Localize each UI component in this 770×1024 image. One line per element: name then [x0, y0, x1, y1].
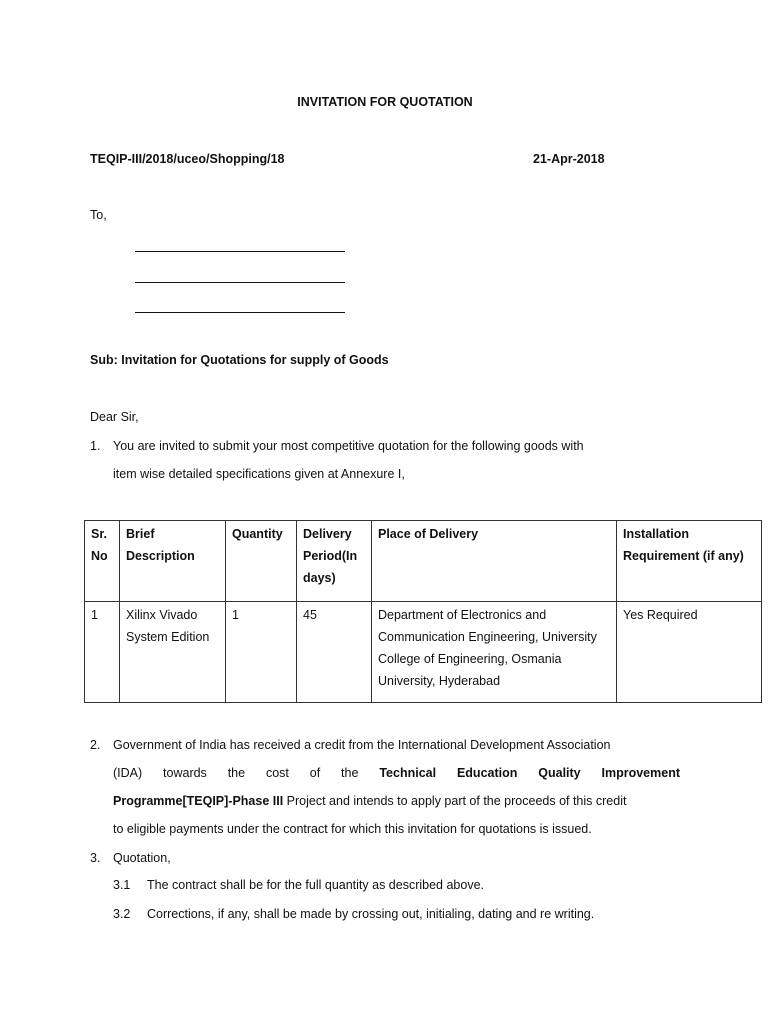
address-line-2 [135, 281, 345, 283]
paragraph-1-line-2: item wise detailed specifications given at Annexure I, [113, 467, 405, 481]
cell-quantity: 1 [226, 602, 297, 703]
cell-installation: Yes Required [617, 602, 762, 703]
paragraph-2-number: 2. [90, 738, 101, 752]
paragraph-2 [90, 731, 680, 843]
header-quantity: Quantity [226, 521, 297, 602]
list-item [113, 907, 594, 921]
paragraph-3-number: 3. [90, 851, 101, 865]
cell-description: Xilinx Vivado System Edition [120, 602, 226, 703]
address-line-1 [135, 250, 345, 252]
address-line-3 [135, 311, 345, 313]
cell-sr-no: 1 [85, 602, 120, 703]
addressee-label: To, [90, 208, 107, 222]
goods-table [84, 520, 762, 703]
paragraph-2-line-1: 2. Government of India has received a credit from the International Development Association [90, 731, 680, 759]
paragraph-1 [90, 432, 680, 488]
table-header-row [85, 521, 762, 602]
header-installation: Installation Requirement (if any) [617, 521, 762, 602]
cell-place-of-delivery: Department of Electronics and Communication Engineering, University College of Engineering, Osmania University, Hyderabad [372, 602, 617, 703]
cell-delivery-period: 45 [297, 602, 372, 703]
table-row [85, 602, 762, 703]
header-description: Brief Description [120, 521, 226, 602]
document-title: INVITATION FOR QUOTATION [297, 95, 473, 109]
paragraph-3-label: Quotation, [113, 851, 171, 865]
header-place-of-delivery: Place of Delivery [372, 521, 617, 602]
item-text: The contract shall be for the full quantity as described above. [147, 878, 484, 892]
header-sr-no: Sr. No [85, 521, 120, 602]
paragraph-2-line-3: Programme[TEQIP]-Phase III Project and intends to apply part of the proceeds of this credit [113, 794, 627, 808]
reference-number: TEQIP-III/2018/uceo/Shopping/18 [90, 152, 285, 166]
salutation: Dear Sir, [90, 410, 139, 424]
item-text: Corrections, if any, shall be made by crossing out, initialing, dating and re writing. [147, 907, 595, 921]
list-item [113, 878, 484, 892]
paragraph-2-line-2: (IDA) towards the cost of the Technical Education Quality Improvement [113, 766, 680, 780]
paragraph-1-number: 1. [90, 439, 101, 453]
item-number: 3.2 [113, 907, 131, 921]
document-date: 21-Apr-2018 [533, 152, 605, 166]
paragraph-3 [90, 844, 680, 872]
header-delivery-period: Delivery Period(In days) [297, 521, 372, 602]
item-number: 3.1 [113, 878, 131, 892]
subject-line: Sub: Invitation for Quotations for supply of Goods [90, 353, 389, 367]
paragraph-2-line-4: to eligible payments under the contract for which this invitation for quotations is issued. [113, 822, 592, 836]
paragraph-1-line-1: 1. You are invited to submit your most competitive quotation for the following goods with [90, 432, 680, 460]
